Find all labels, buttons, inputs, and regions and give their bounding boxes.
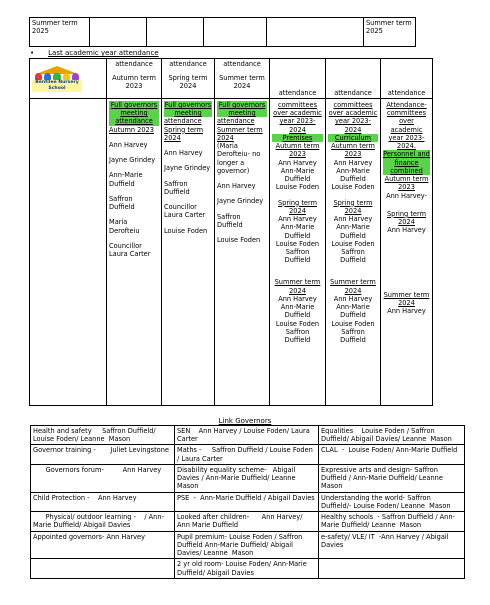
attendance-line: Full governors meeting [164, 101, 212, 118]
attendance-col-3 [270, 99, 326, 406]
link-governor-cell: Looked after children- Ann Harvey/ Ann Marie Duffield [175, 512, 319, 531]
attendance-line: Saffron Duffield [340, 327, 366, 345]
link-governors-title: Link Governors [218, 417, 272, 425]
attendance-line: Personnel and finance combined [383, 150, 430, 175]
attendance-line: Jayne Grindey [217, 197, 264, 206]
attendance-line: Louise Foden [164, 226, 208, 235]
attendance-line: Autumn term 2023 [331, 142, 375, 159]
attendance-line: Ann Harvey [333, 215, 373, 224]
attendance-line: Ann-Marie Duffield [280, 303, 315, 320]
attendance-line: Summer term 2024 [330, 278, 376, 295]
attendance-block [164, 180, 212, 196]
header-cell-left: Summer term 2025 [30, 18, 90, 47]
attendance-line: Jayne Grindey [109, 156, 156, 165]
attendance-block [217, 197, 267, 205]
logo-text: Bentilee Nursery School [32, 80, 82, 92]
link-governor-cell: Health and safety Saffron Duffield/ Louise Foden/ Leanne Mason [31, 426, 175, 445]
attendance-block [109, 141, 159, 149]
attendance-line: Summer term 2024 [274, 278, 321, 295]
attendance-line: Saffron Duffield [284, 247, 311, 265]
attendance-line: Saffron Duffield [217, 212, 243, 229]
attendance-line: committees over academic year 2023-2024 [328, 101, 378, 134]
attendance-line: Louise Foden [217, 236, 261, 245]
table-row [31, 464, 465, 492]
attendance-line: Louise Foden [331, 319, 375, 328]
attendance-line: Full governors meeting [218, 101, 266, 118]
attendance-head-2 [215, 59, 270, 99]
attendance-line: Ann-Marie Duffield [336, 166, 370, 184]
link-governor-cell: PSE - Ann-Marie Duffield / Abigail Davies [175, 492, 319, 511]
table-row [31, 512, 465, 531]
attendance-line: Ann Harvey [278, 158, 317, 167]
attendance-line: Ann Harvey [278, 215, 317, 224]
attendance-line: Autumn 2023 [109, 125, 154, 134]
link-governor-cell [31, 559, 175, 578]
attendance-block [164, 164, 212, 172]
attendance-col-2 [215, 99, 270, 406]
attendance-line: Ann-Marie Duffield [109, 171, 143, 188]
attendance-line: Louise Foden [331, 239, 375, 248]
attendance-line: Ann Harvey [333, 158, 373, 167]
section-bullet [30, 49, 159, 58]
column-heading: attendance [115, 60, 153, 68]
attendance-line: Councillor Laura Carter [164, 203, 206, 220]
attendance-line: Saffron Duffield [284, 327, 311, 345]
attendance-line: Ann Harvey [387, 306, 426, 315]
link-governor-cell: 2 yr old room- Louise Foden/ Ann-Marie Duffield/ Abigail Davies [175, 559, 319, 578]
link-governor-cell: Expressive arts and design- Saffron Duffield / Ann-Marie Duffield/ Leanne Mason [319, 464, 465, 492]
attendance-col-0 [107, 99, 162, 406]
attendance-line: attendance Summer term 2024 [217, 117, 263, 142]
school-logo [32, 66, 82, 92]
attendance-line: committees over academic year 2023-2024 [273, 101, 322, 134]
attendance-block [109, 218, 159, 234]
attendance-line: Saffron Duffield [109, 194, 135, 212]
link-governor-cell: Physical/ outdoor learning - / Ann-Marie Duffield/ Abigail Davies [31, 512, 175, 531]
attendance-line: Attendance- committees over academic year 2023-2024. [386, 101, 427, 151]
attendance-block [109, 171, 159, 187]
attendance-line: Spring term 2024 [277, 198, 318, 215]
attendance-block [383, 291, 430, 316]
attendance-line: Louise Foden [275, 239, 320, 248]
attendance-line: (Maria Derofteiu- no longer a governor) [217, 142, 261, 175]
attendance-line: Ann-Marie Duffield [280, 223, 315, 240]
link-governor-cell: Appointed governors- Ann Harvey [31, 531, 175, 559]
table-row [31, 426, 465, 445]
attendance-line: Curriculum [328, 134, 378, 142]
attendance-table [29, 58, 433, 406]
attendance-block [217, 236, 267, 244]
attendance-block [109, 156, 159, 164]
attendance-head-5 [381, 59, 433, 99]
attendance-block [109, 195, 159, 211]
attendance-col-5 [381, 99, 433, 406]
attendance-line: Full governors meeting attendance [110, 101, 158, 126]
attendance-block [272, 101, 323, 192]
attendance-head-0 [107, 59, 162, 99]
attendance-line: Autumn term 2023 [275, 142, 320, 159]
link-governor-cell: Governors forum- Ann Harvey [31, 464, 175, 492]
link-governor-cell: Child Protection - Ann Harvey [31, 492, 175, 511]
attendance-head-4 [326, 59, 381, 99]
attendance-block [217, 213, 267, 229]
attendance-line: Ann Harvey [109, 140, 148, 149]
attendance-line: Ann Harvey [333, 294, 373, 303]
link-governor-cell: Disability equality scheme- Abigail Davies / Ann-Marie Duffield/ Leanne Mason [175, 464, 319, 492]
attendance-line: Spring term 2024 [333, 198, 373, 215]
attendance-line: Autumn term 2023 [384, 175, 429, 192]
column-heading: attendance [334, 88, 372, 97]
top-header-table [29, 17, 416, 47]
attendance-col-1 [162, 99, 215, 406]
attendance-block [217, 101, 267, 175]
header-cell-empty [267, 18, 364, 47]
attendance-block [109, 101, 159, 134]
attendance-line: Ann Harvey- [386, 191, 427, 200]
attendance-line: Ann Harvey [164, 149, 203, 158]
attendance-block [328, 199, 378, 265]
attendance-line: Ann-Marie Duffield [336, 223, 370, 240]
column-heading: attendance [169, 60, 207, 68]
attendance-line: Jayne Grindey [164, 164, 211, 173]
attendance-head-1 [162, 59, 215, 99]
attendance-line: Louise Foden [331, 183, 375, 192]
attendance-block [328, 101, 378, 192]
attendance-block [164, 227, 212, 235]
header-cell-right: Summer term 2025 [364, 18, 416, 47]
attendance-col-4 [326, 99, 381, 406]
attendance-line: Saffron Duffield [164, 179, 190, 196]
attendance-line: Councillor Laura Carter [109, 241, 151, 259]
attendance-line: Spring term 2024 [386, 209, 427, 227]
attendance-line: attendance Spring term 2024 [164, 117, 204, 142]
link-governor-cell [319, 559, 465, 578]
attendance-block [164, 101, 212, 142]
bullet-icon: • [30, 49, 35, 57]
attendance-line: Summer term 2024 [383, 290, 430, 307]
column-heading: attendance [223, 60, 261, 68]
table-row [31, 531, 465, 559]
attendance-block [109, 242, 159, 258]
table-row [31, 492, 465, 511]
attendance-line: Ann Harvey [217, 182, 256, 191]
link-governor-cell: e-safety/ VLE/ IT -Ann Harvey / Abigail Davies [319, 531, 465, 559]
attendance-line: Ann Harvey [278, 294, 317, 303]
logo-cell-empty [30, 99, 107, 406]
attendance-line: Louise Foden [275, 319, 320, 328]
link-governor-cell: SEN Ann Harvey / Louise Foden/ Laura Carter [175, 426, 319, 445]
link-governor-cell: Governor training - Juliet Levingstone [31, 445, 175, 464]
header-cell-empty [90, 18, 147, 47]
attendance-block [217, 182, 267, 190]
attendance-line: Premises [272, 134, 323, 142]
column-heading: attendance [387, 88, 426, 97]
attendance-block [272, 199, 323, 265]
attendance-block [272, 278, 323, 344]
attendance-line: Ann Harvey [387, 226, 426, 235]
logo-cell [30, 59, 107, 99]
bullet-text: Last academic year attendance [48, 49, 159, 57]
header-cell-empty [147, 18, 204, 47]
column-heading: Autumn term 2023 [112, 74, 156, 91]
attendance-block [164, 203, 212, 219]
column-heading: attendance [278, 88, 317, 97]
attendance-line: Ann-Marie Duffield [280, 166, 315, 184]
attendance-block [383, 210, 430, 235]
table-row [31, 559, 465, 578]
attendance-line: Maria Derofteiu [109, 218, 140, 235]
attendance-block [328, 278, 378, 344]
link-governor-cell: Maths - Saffron Duffield / Louise Foden / Laura Carter [175, 445, 319, 464]
attendance-line: Saffron Duffield [340, 247, 366, 265]
link-governors-table [30, 425, 465, 579]
table-row [31, 445, 465, 464]
link-governor-cell: Pupil premium- Louise Foden / Saffron Duffield Ann-Marie Duffield/ Abigail Davies/ Leanne Mason [175, 531, 319, 559]
link-governor-cell: CLAL - Louise Foden/ Ann-Marie Duffield [319, 445, 465, 464]
link-governor-cell: Equalities Louise Foden / Saffron Duffield/ Abigail Davies/ Leanne Mason [319, 426, 465, 445]
attendance-head-3 [270, 59, 326, 99]
attendance-line: Ann-Marie Duffield [336, 303, 370, 320]
header-cell-empty [204, 18, 267, 47]
attendance-block [164, 149, 212, 157]
column-heading: Spring term 2024 [168, 74, 208, 91]
link-governor-cell: Understanding the world- Saffron Duffield/- Louise Foden/ Leanne Mason [319, 492, 465, 511]
column-heading: Summer term 2024 [219, 74, 265, 91]
attendance-block [383, 101, 430, 200]
link-governor-cell: Healthy schools - Saffron Duffield / Ann-Marie Duffield/ Leanne Mason [319, 512, 465, 531]
attendance-line: Louise Foden [275, 183, 320, 192]
